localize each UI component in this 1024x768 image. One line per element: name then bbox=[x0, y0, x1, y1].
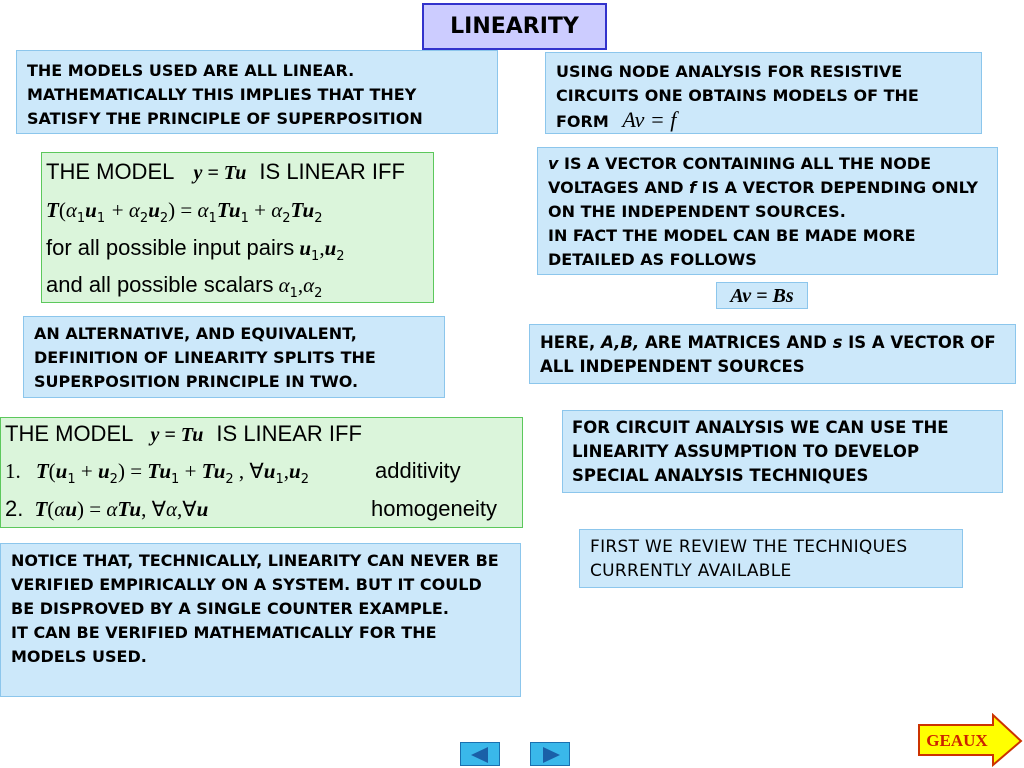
model-formula: y = Tu bbox=[193, 162, 247, 184]
model-formula-2: y = Tu bbox=[150, 424, 204, 446]
notice-text-2: IT CAN BE VERIFIED MATHEMATICALLY FOR THE MODELS USED. bbox=[11, 623, 437, 666]
matrices-text-mid: ARE MATRICES AND bbox=[639, 333, 833, 352]
item-1-number: 1. bbox=[5, 459, 21, 483]
left-arrow-icon bbox=[471, 747, 488, 763]
geaux-button[interactable] bbox=[917, 713, 1024, 768]
matrices-box bbox=[529, 324, 1016, 384]
formula-av-bs-box bbox=[716, 282, 808, 309]
scalars-text: and all possible scalars bbox=[46, 272, 274, 297]
linearity-definition-box bbox=[41, 152, 434, 303]
node-analysis-text: USING NODE ANALYSIS FOR RESISTIVE CIRCUITS ONE OBTAINS MODELS OF THE FORM bbox=[556, 62, 919, 131]
node-voltages-text-2: IS A VECTOR DEPENDING ONLY ON THE INDEPENDENT SOURCES. bbox=[548, 178, 978, 221]
input-pairs-text: for all possible input pairs bbox=[46, 235, 295, 260]
notice-text-1: NOTICE THAT, TECHNICALLY, LINEARITY CAN NEVER BE VERIFIED EMPIRICALLY ON A SYSTEM. BUT IT COULD BE DISPROVED BY A SINGLE COUNTER EXAMPLE. bbox=[11, 551, 499, 618]
alternative-definition-box bbox=[23, 316, 445, 398]
s-symbol: s bbox=[832, 333, 843, 352]
homogeneity-formula: T(αu) = αTu, ∀α,∀u bbox=[34, 497, 209, 521]
homogeneity-label: homogeneity bbox=[371, 496, 497, 521]
model-label-2: THE MODEL bbox=[5, 421, 134, 446]
next-slide-button[interactable] bbox=[530, 742, 570, 766]
formula-av-f: Av = f bbox=[622, 107, 677, 132]
ab-symbol: A,B, bbox=[601, 333, 640, 352]
superposition-formula: $T(\alpha_1u_1 + \alpha_2u_2) = \alpha_1Tu_1 + \alpha_2Tu_2$ bbox=[46, 198, 323, 227]
v-symbol: v bbox=[548, 154, 559, 173]
matrices-text-pre: HERE, bbox=[540, 333, 602, 352]
node-voltages-text-3: IN FACT THE MODEL CAN BE MADE MORE DETAILED AS FOLLOWS bbox=[548, 226, 916, 269]
additivity-formula: $T(u_1 + u_2) = Tu_1 + Tu_2$ , $\forall u_1,u_2$ bbox=[35, 459, 309, 488]
review-techniques-box bbox=[579, 529, 963, 588]
previous-slide-button[interactable] bbox=[460, 742, 500, 766]
item-2-number: 2. bbox=[5, 496, 24, 521]
models-linear-box bbox=[16, 50, 498, 134]
scalars-symbol: $\alpha_1,\alpha_2$ bbox=[278, 273, 323, 302]
notice-box bbox=[0, 543, 521, 697]
slide-title: LINEARITY bbox=[422, 3, 607, 50]
models-linear-text: THE MODELS USED ARE ALL LINEAR. MATHEMATICALLY THIS IMPLIES THAT THEY SATISFY THE PRINCIPLE OF SUPERPOSITION bbox=[27, 61, 423, 128]
f-symbol: f bbox=[689, 178, 697, 197]
geaux-label: GEAUX bbox=[926, 731, 988, 750]
node-analysis-box bbox=[545, 52, 982, 134]
input-pairs-symbol: $u_1,u_2$ bbox=[299, 236, 345, 265]
model-label: THE MODEL bbox=[46, 159, 175, 184]
linear-iff-label-2: IS LINEAR IFF bbox=[216, 421, 362, 446]
node-voltages-box bbox=[537, 147, 998, 275]
formula-av-bs: Av = Bs bbox=[730, 285, 794, 307]
matrices-text-post: IS A VECTOR OF ALL INDEPENDENT SOURCES bbox=[540, 333, 996, 376]
additivity-homogeneity-box bbox=[0, 417, 523, 528]
node-voltages-text-1: IS A VECTOR CONTAINING ALL THE NODE VOLTAGES AND bbox=[548, 154, 931, 197]
alternative-definition-text: AN ALTERNATIVE, AND EQUIVALENT, DEFINITION OF LINEARITY SPLITS THE SUPERPOSITION PRINCIPLE IN TWO. bbox=[34, 324, 376, 391]
review-techniques-text: FIRST WE REVIEW THE TECHNIQUES CURRENTLY AVAILABLE bbox=[590, 537, 908, 581]
right-arrow-icon bbox=[543, 747, 560, 763]
additivity-label: additivity bbox=[375, 458, 461, 483]
circuit-analysis-text: FOR CIRCUIT ANALYSIS WE CAN USE THE LINEARITY ASSUMPTION TO DEVELOP SPECIAL ANALYSIS TECHNIQUES bbox=[572, 418, 949, 485]
circuit-analysis-box bbox=[562, 410, 1003, 493]
linear-iff-label: IS LINEAR IFF bbox=[259, 159, 405, 184]
